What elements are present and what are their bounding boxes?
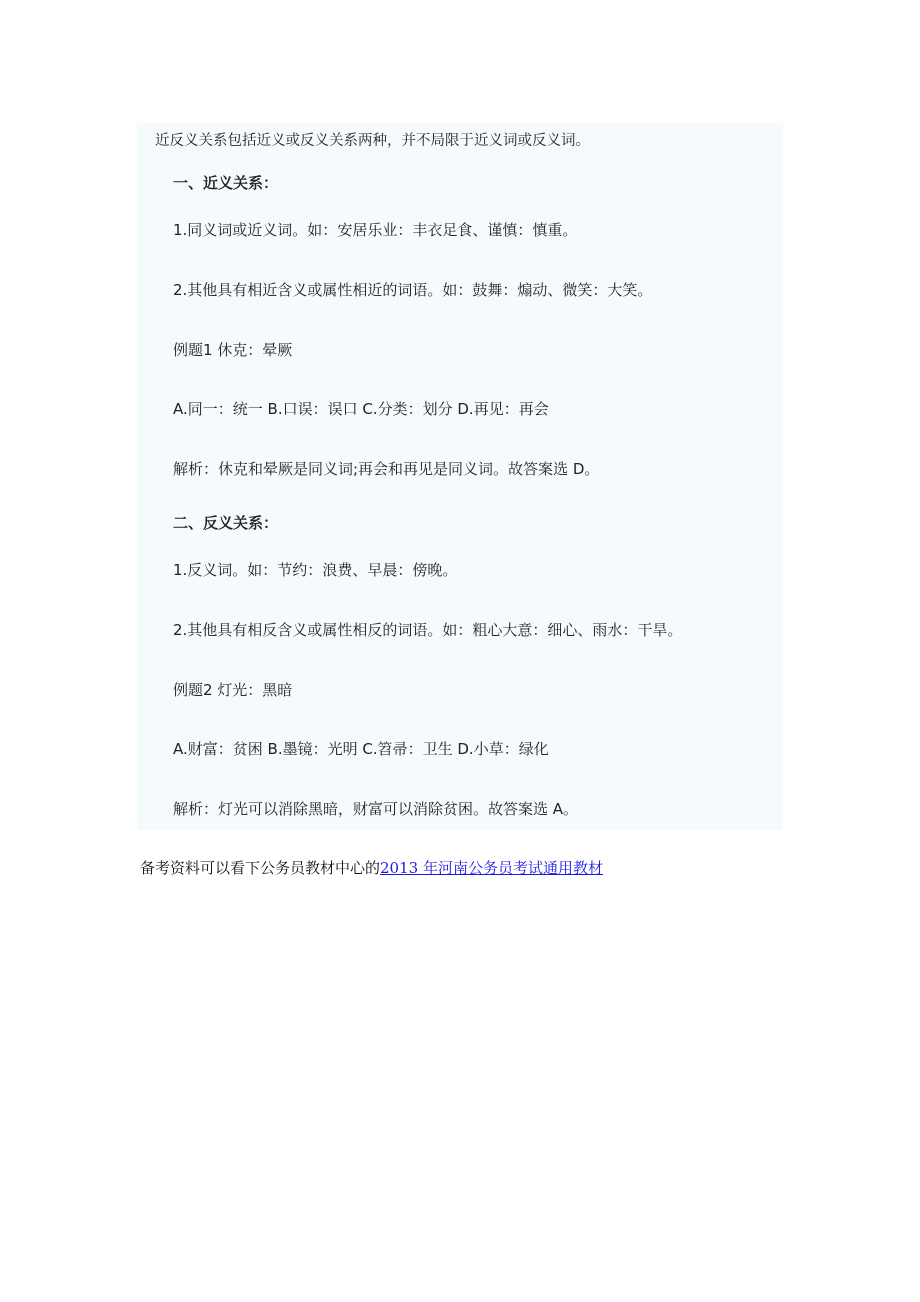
example-2-options: A.财富：贫困 B.墨镜：光明 C.笤帚：卫生 D.小草：绿化 (173, 740, 549, 758)
section-heading-synonym: 一、近义关系： (173, 174, 279, 192)
example-2-analysis: 解析：灯光可以消除黑暗，财富可以消除贫困。故答案选 A。 (173, 800, 579, 818)
example-1-options: A.同一：统一 B.口误：误口 C.分类：划分 D.再见：再会 (173, 400, 549, 418)
section-heading-antonym: 二、反义关系： (173, 514, 279, 532)
footer-text: 备考资料可以看下公务员教材中心的 (140, 859, 381, 877)
example-1-analysis: 解析：休克和晕厥是同义词;再会和再见是同义词。故答案选 D。 (173, 460, 600, 478)
footer-note (140, 858, 603, 878)
antonym-item-1: 1.反义词。如：节约：浪费、早晨：傍晚。 (173, 561, 458, 579)
antonym-item-2: 2.其他具有相反含义或属性相反的词语。如：粗心大意：细心、雨水：干旱。 (173, 621, 683, 639)
intro-text: 近反义关系包括近义或反义关系两种，并不局限于近义词或反义词。 (155, 133, 590, 149)
example-1-title: 例题1 休克：晕厥 (173, 341, 293, 359)
synonym-item-1: 1.同义词或近义词。如：安居乐业：丰衣足食、谨慎：慎重。 (173, 221, 578, 239)
textbook-link[interactable]: 2013 年河南公务员考试通用教材 (380, 859, 603, 877)
example-2-title: 例题2 灯光：黑暗 (173, 681, 293, 699)
synonym-item-2: 2.其他具有相近含义或属性相近的词语。如：鼓舞：煽动、微笑：大笑。 (173, 281, 653, 299)
